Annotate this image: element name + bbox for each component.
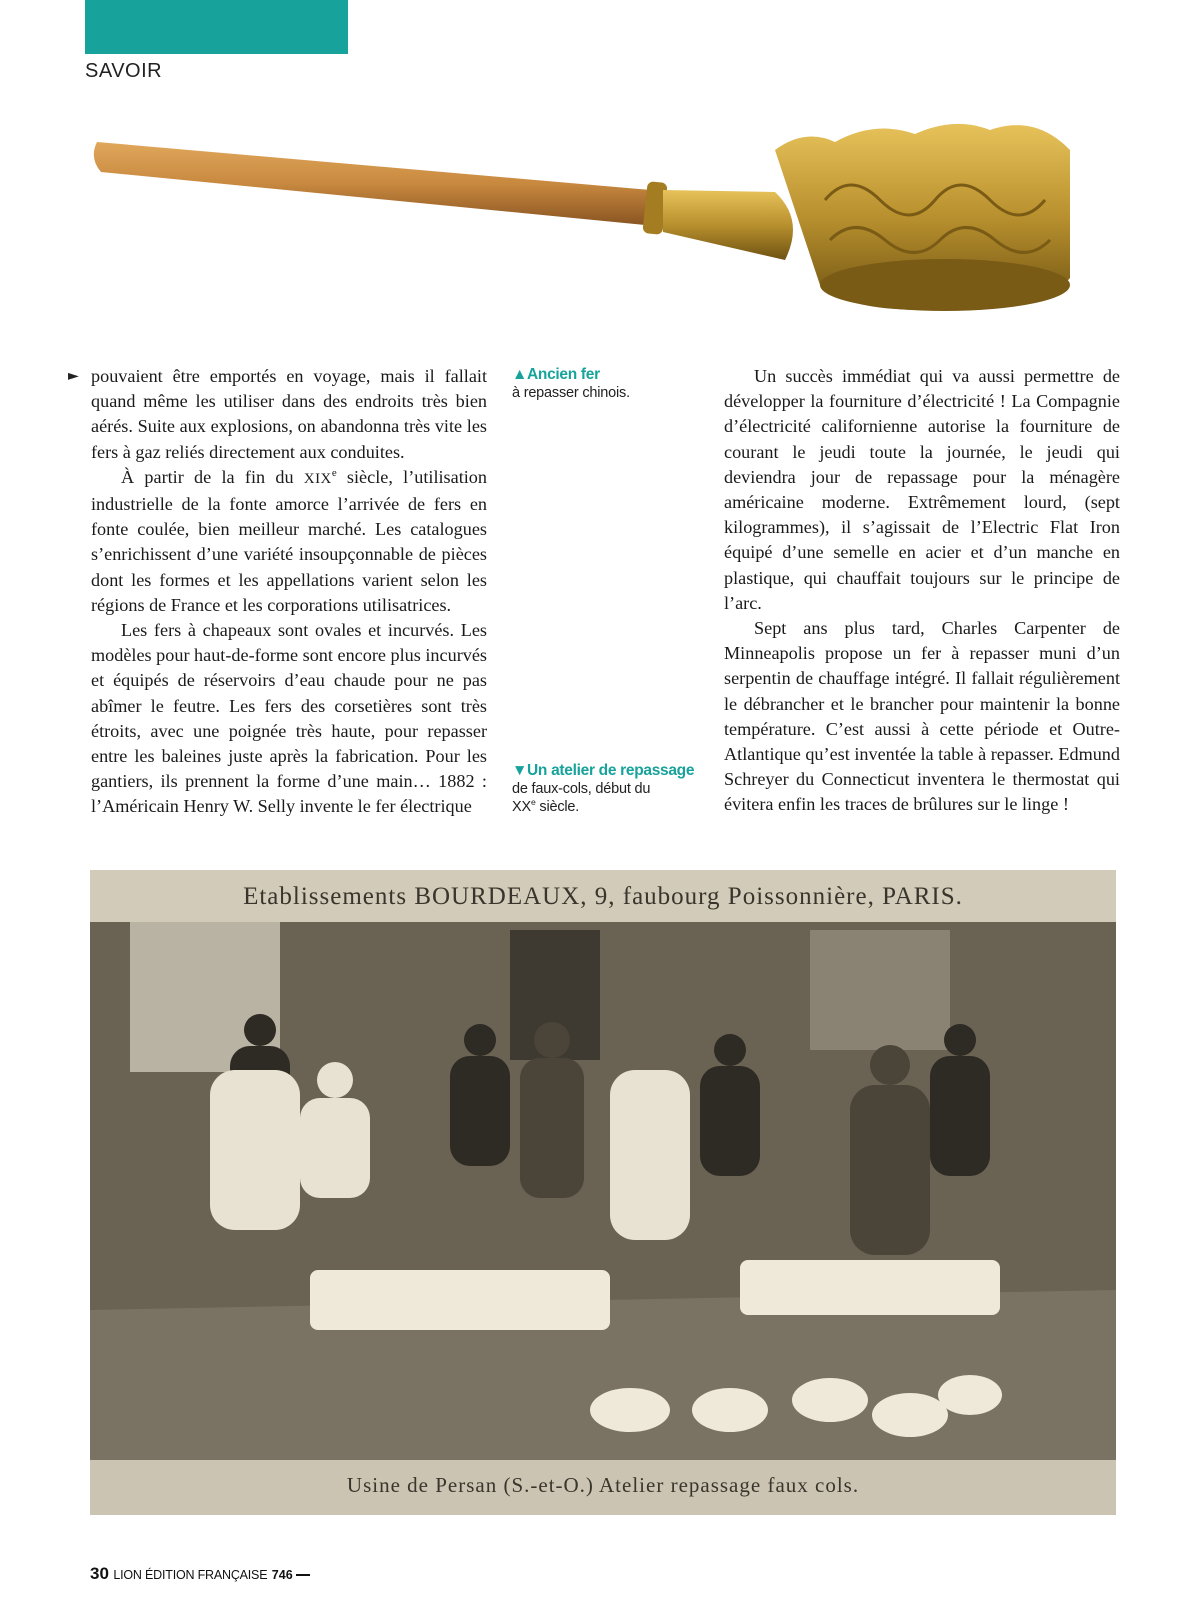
magazine-name: LION ÉDITION FRANÇAISE [113,1568,268,1582]
photo-bottom-text: Usine de Persan (S.-et-O.) Atelier repassage faux cols. [346,1473,860,1497]
caption-text: de faux-cols, début du XXe siècle. [512,781,651,815]
right-text-column [724,364,1120,818]
page-footer [90,1564,310,1584]
caption-title: ▲Ancien fer [512,366,600,383]
caption-title: ▼Un atelier de repassage [512,762,695,779]
issue-number: 746 [271,1568,293,1582]
left-text-column [91,364,487,820]
continue-arrow-icon: ► [68,368,79,384]
caption-workshop [512,762,702,816]
page-number: 30 [90,1564,109,1583]
chinese-iron-image [85,110,1135,360]
paragraph: À partir de la fin du XIXe siècle, l’utilisation industrielle de la fonte amorce l’arrivée de fers en fonte coulée, bien meilleur marché. Les catalogues s’enrichissent d’une variété insoupçonnable de pièces dont les formes et les appellations varient selon les régions de France et les corporations utilisatrices. [91,466,487,615]
paragraph: Un succès immédiat qui va aussi permettre de développer la fourniture d’électricité ! La Compagnie d’électricité californienne autorise la fourniture de courant le jeudi toute la journée, le jeudi qui deviendra jour de repassage pour la ménagère américaine moderne. Extrêmement lourd, (sept kilogrammes), il s’agissait de l’Electric Flat Iron équipé d’une semelle en acier et d’un manche en plastique, qui chauffait toujours sur le principe de l’arc. [724,366,1120,613]
header-accent-bar [85,0,348,54]
caption-text: à repasser chinois. [512,385,630,401]
paragraph: Sept ans plus tard, Charles Carpenter de Minneapolis propose un fer à repasser muni d’un serpentin de chauffage intégré. Il fallait régulièrement le débrancher et le brancher pour maintenir la bonne température. C’est aussi à cette période et Outre-Atlantique qu’est inventée la table à repasser. Edmund Schreyer du Connecticut inventera le thermostat qui évitera enfin les traces de brûlures sur le linge ! [724,618,1120,815]
section-title: SAVOIR [85,60,163,82]
workshop-photo [90,870,1116,1515]
caption-chinese-iron [512,366,702,402]
paragraph: pouvaient être emportés en voyage, mais il fallait quand même les utiliser dans des endroits très bien aérés. Suite aux explosions, on abandonna très vite les fers à gaz reliés directement aux conduites. [91,366,487,462]
paragraph: Les fers à chapeaux sont ovales et incurvés. Les modèles pour haut-de-forme sont encore plus incurvés et équipés de réservoirs d’eau chaude pour ne pas abîmer le feutre. Les fers des corsetières sont très étroits, avec une poignée très haute, pour repasser entre les baleines juste après la fabrication. Pour les gantiers, ils prennent la forme d’une main… 1882 : l’Américain Henry W. Selly invente le fer électrique [91,620,487,817]
photo-top-text: Etablissements BOURDEAUX, 9, faubourg Poissonnière, PARIS. [243,883,963,910]
footer-dash [296,1574,310,1576]
